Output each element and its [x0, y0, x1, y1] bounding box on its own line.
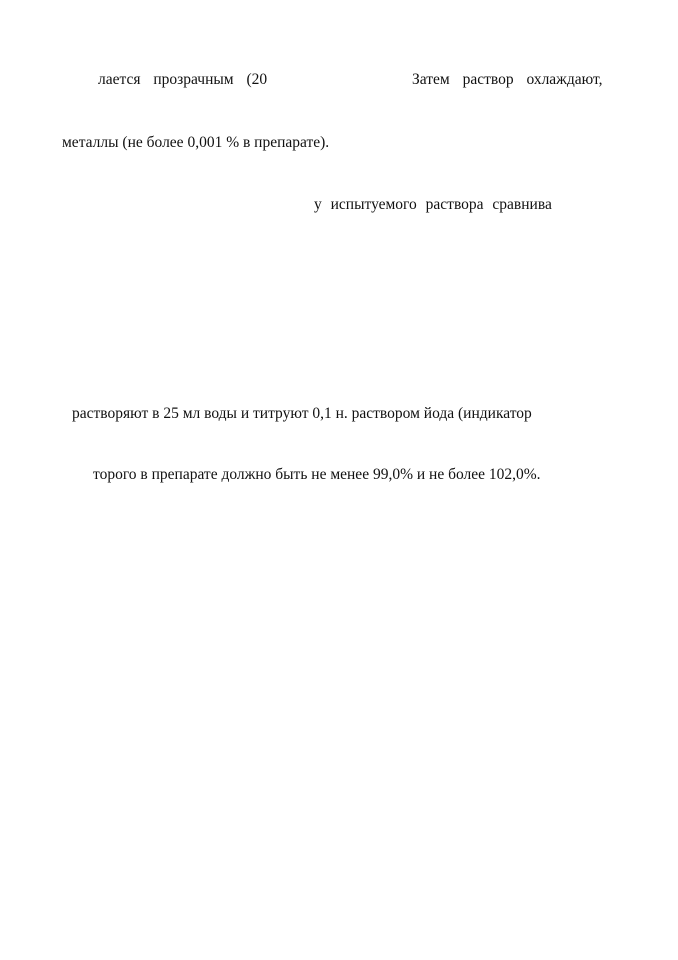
text-fragment-line-1-left: лается прозрачным (20: [98, 71, 268, 88]
text-fragment-line-5: торого в препарате должно быть не менее 99,0% и не более 102,0%.: [93, 466, 541, 483]
text-fragment-line-2: металлы (не более 0,001 % в препарате).: [62, 134, 330, 151]
text-fragment-line-1-right: Затем раствор охлаждают,: [412, 71, 603, 88]
text-fragment-line-3: у испытуемого раствора сравнива: [314, 196, 552, 213]
text-fragment-line-4: растворяют в 25 мл воды и титруют 0,1 н. раствором йода (индикатор: [72, 405, 532, 422]
